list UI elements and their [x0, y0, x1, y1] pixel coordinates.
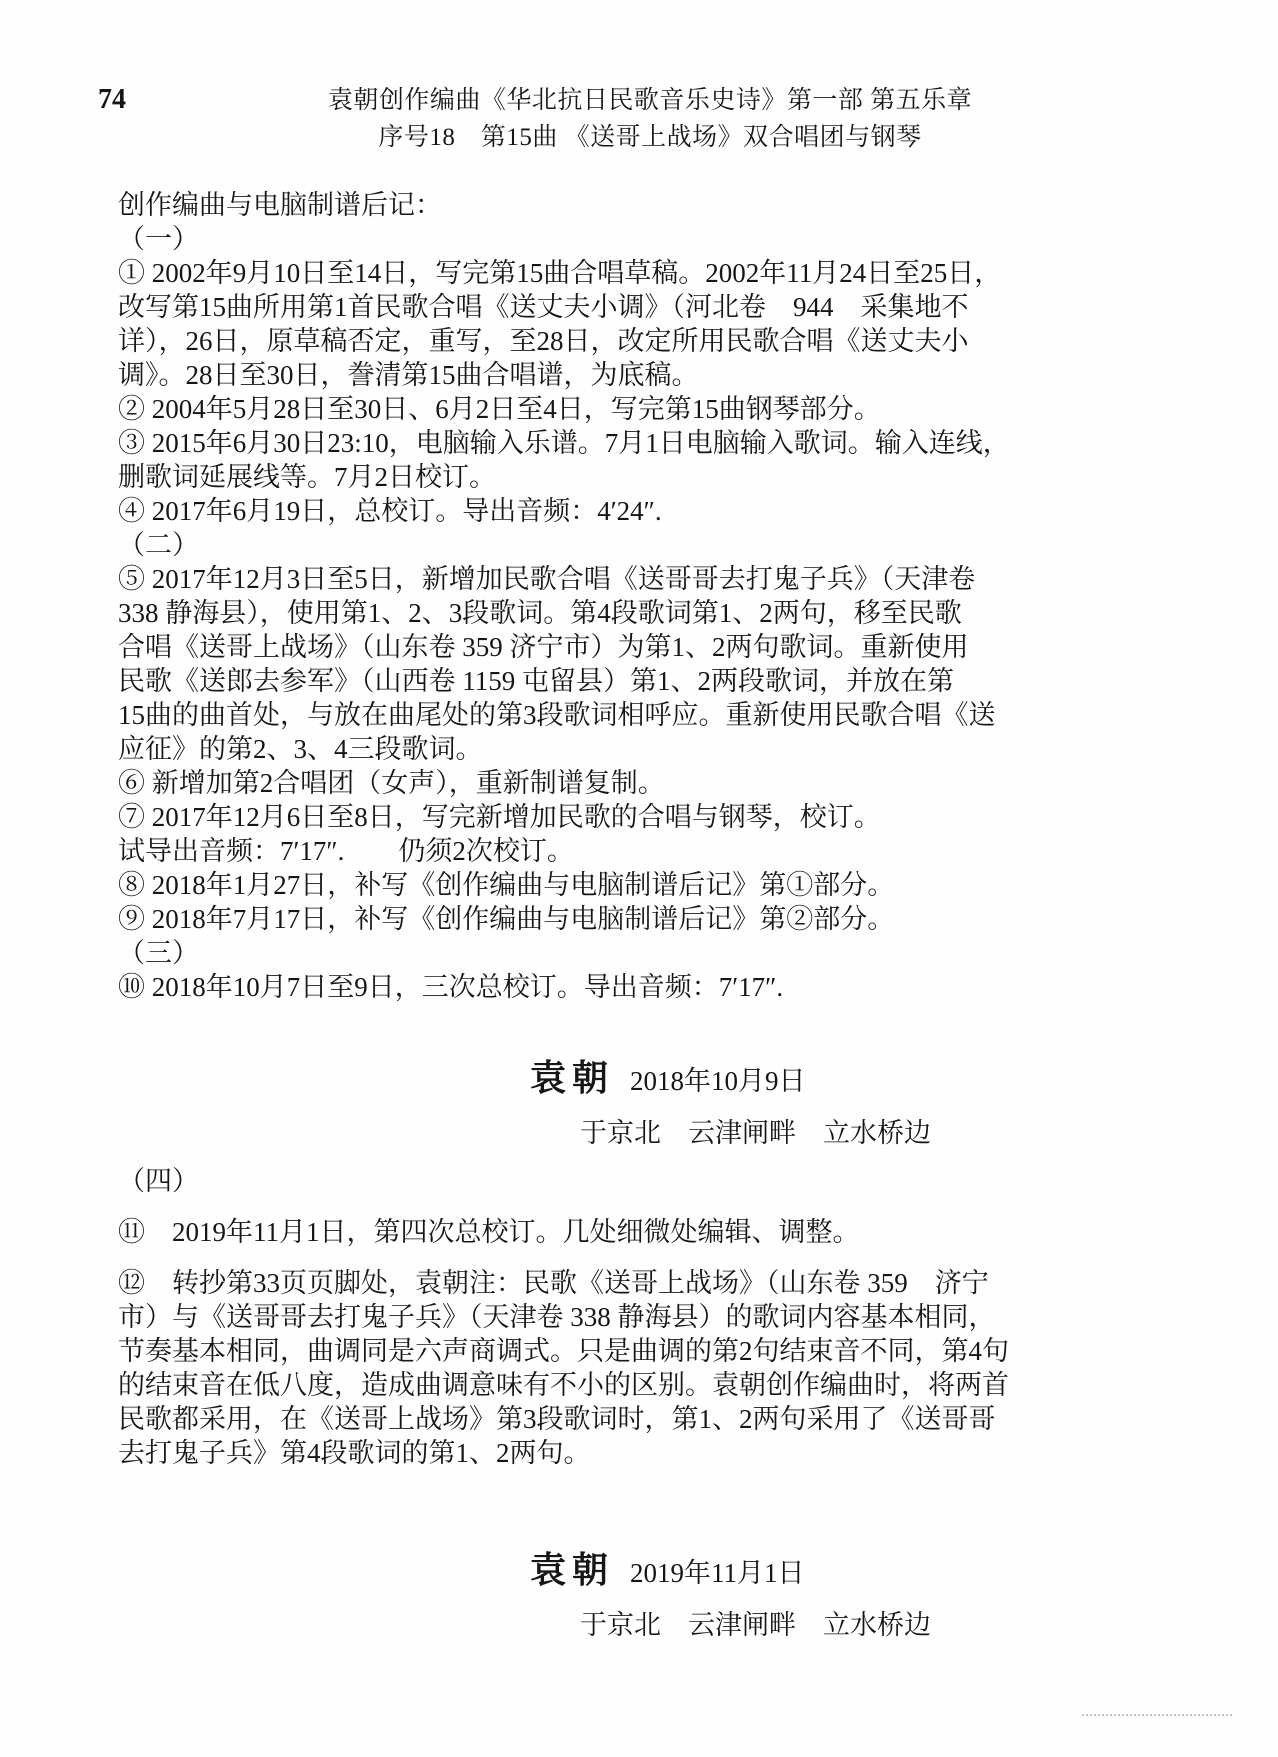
text-line: 创作编曲与电脑制谱后记： [118, 190, 442, 220]
signature-place: 于京北 云津闸畔 立水桥边 [580, 1118, 931, 1148]
text-line: 民歌都采用，在《送哥上战场》第3段歌词时，第1、2两句采用了《送哥哥 [118, 1404, 996, 1434]
text-line: 详），26日，原草稿否定，重写，至28日，改定所用民歌合唱《送丈夫小 [118, 326, 969, 356]
text-line: （一） [118, 224, 199, 254]
scan-artifact [1082, 1714, 1232, 1716]
text-line: 改写第15曲所用第1首民歌合唱《送丈夫小调》（河北卷 944 采集地不 [118, 292, 969, 322]
signature-row [530, 1050, 931, 1101]
text-line: ⑤ 2017年12月3日至5日，新增加民歌合唱《送哥哥去打鬼子兵》（天津卷 [118, 564, 976, 594]
text-line: ⑥ 新增加第2合唱团（女声），重新制谱复制。 [118, 768, 665, 798]
text-line: ④ 2017年6月19日，总校订。导出音频：4′24″. [118, 496, 662, 526]
signature-place: 于京北 云津闸畔 立水桥边 [580, 1610, 931, 1640]
text-line: ⑪ 2019年11月1日，第四次总校订。几处细微处编辑、调整。 [118, 1217, 860, 1247]
signature-block-1 [530, 1050, 931, 1150]
text-line: ② 2004年5月28日至30日、6月2日至4日，写完第15曲钢琴部分。 [118, 394, 881, 424]
text-line: 合唱《送哥上战场》（山东卷 359 济宁市）为第1、2两句歌词。重新使用 [118, 632, 969, 662]
text-line: ⑨ 2018年7月17日，补写《创作编曲与电脑制谱后记》第②部分。 [118, 904, 895, 934]
text-line: 调》。28日至30日，誊清第15曲合唱谱，为底稿。 [118, 360, 699, 390]
header-line-2: 序号18 第15曲 《送哥上战场》双合唱团与钢琴 [378, 124, 922, 151]
text-line: 民歌《送郎去参军》（山西卷 1159 屯留县）第1、2两段歌词，并放在第 [118, 666, 954, 696]
signature-name: 袁朝 [530, 1550, 615, 1590]
text-line: ⑦ 2017年12月6日至8日，写完新增加民歌的合唱与钢琴，校订。 [118, 802, 881, 832]
section-four-text [118, 1164, 1208, 1470]
text-line: ③ 2015年6月30日23:10，电脑输入乐谱。7月1日电脑输入歌词。输入连线， [118, 428, 1010, 458]
text-line: 338 静海县），使用第1、2、3段歌词。第4段歌词第1、2两句，移至民歌 [118, 598, 962, 628]
text-line: 应征》的第2、3、4三段歌词。 [118, 734, 483, 764]
text-line: 试导出音频：7′17″. 仍须2次校订。 [118, 836, 574, 866]
text-line: ⑫ 转抄第33页页脚处，袁朝注：民歌《送哥上战场》（山东卷 359 济宁 [118, 1268, 989, 1298]
text-line: ⑧ 2018年1月27日，补写《创作编曲与电脑制谱后记》第①部分。 [118, 870, 895, 900]
text-line: （三） [118, 938, 199, 968]
text-line: 市）与《送哥哥去打鬼子兵》（天津卷 338 静海县）的歌词内容基本相同， [118, 1302, 996, 1332]
text-line: （四） [118, 1166, 199, 1196]
text-line: ① 2002年9月10日至14日，写完第15曲合唱草稿。2002年11月24日至25日， [118, 258, 1002, 288]
text-line: 的结束音在低八度，造成曲调意味有不小的区别。袁朝创作编曲时，将两首 [118, 1370, 1009, 1400]
signature-date: 2019年11月1日 [630, 1558, 805, 1588]
postscript-text [118, 188, 1208, 1004]
header-line-1: 袁朝创作编曲《华北抗日民歌音乐史诗》第一部 第五乐章 [327, 87, 973, 114]
text-line: （二） [118, 530, 199, 560]
running-header [250, 82, 1050, 156]
signature-date: 2018年10月9日 [630, 1066, 806, 1096]
text-line: 删歌词延展线等。7月2日校订。 [118, 462, 496, 492]
text-line: 节奏基本相同，曲调同是六声商调式。只是曲调的第2句结束音不同，第4句 [118, 1336, 1009, 1366]
signature-name: 袁朝 [530, 1058, 615, 1098]
page-number: 74 [98, 84, 126, 115]
text-line: 去打鬼子兵》第4段歌词的第1、2两句。 [118, 1438, 591, 1468]
signature-row [530, 1542, 931, 1593]
text-line: 15曲的曲首处，与放在曲尾处的第3段歌词相呼应。重新使用民歌合唱《送 [118, 700, 996, 730]
signature-block-2 [530, 1542, 931, 1642]
text-line: ⑩ 2018年10月7日至9日，三次总校订。导出音频：7′17″. [118, 972, 784, 1002]
